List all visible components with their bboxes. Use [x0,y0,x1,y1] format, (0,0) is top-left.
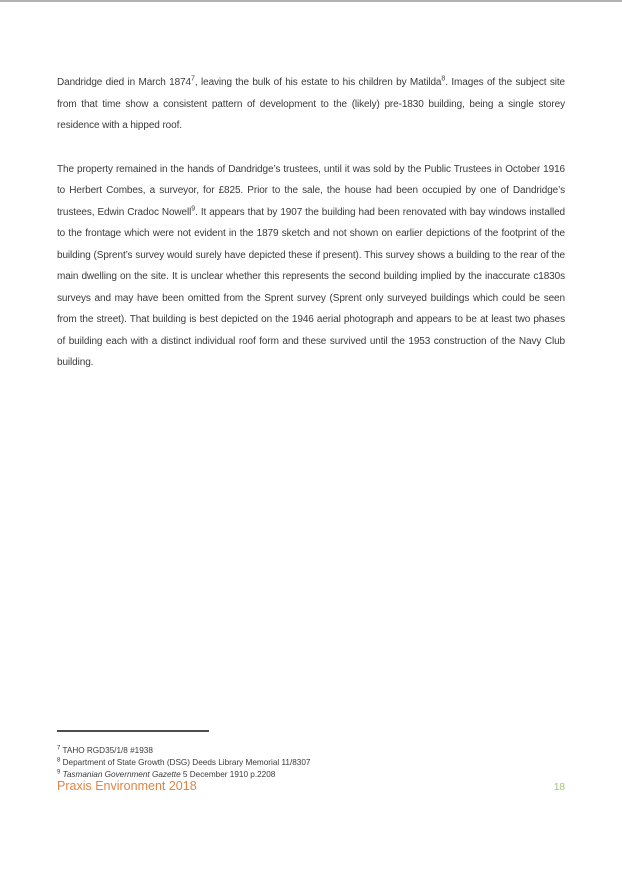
paragraph-text: . It appears that by 1907 the building had been renovated with bay windows installed to the frontage which were not evident in the 1879 sketch and not shown on earlier depictions of the footprint of the building (Sprent’s survey would surely have depicted these if present). This survey shows a building to the rear of the main dwelling on the site. It is unclear whether this represents the second building implied by the inaccurate c1830s surveys and may have been omitted from the Sprent survey (Sprent only surveyed buildings which could be seen from the street). That building is best depicted on the 1946 aerial photograph and appears to be at least two phases of building each with a distinct individual roof form and these survived until the 1953 construction of the Navy Club building. [57,206,565,368]
footnote-text: 5 December 1910 p.2208 [180,769,276,779]
footnote-separator [57,730,209,732]
footnote-marker: 9 [57,768,61,775]
page-number: 18 [553,782,565,793]
footnote-reference-8: 8 [441,75,446,83]
paragraph-text: , leaving the bulk of his estate to his children by Matilda [194,77,442,88]
footnote-8 [57,757,565,769]
footnote-marker: 7 [57,744,61,751]
footnote-text: Department of State Growth (DSG) Deeds Library Memorial 11/8307 [60,757,311,767]
footnote-7 [57,745,565,757]
footnote-source-title: Tasmanian Government Gazette [60,769,181,779]
footer-brand: Praxis Environment 2018 [57,779,197,793]
body-paragraph-1 [57,72,565,137]
footnote-reference-7: 7 [191,75,195,83]
footnote-reference-9: 9 [191,205,196,213]
document-body [57,72,565,374]
footnote-section [57,730,565,781]
footnote-marker: 8 [57,756,61,763]
footnote-text: TAHO RGD35/1/8 #1938 [60,745,153,755]
paragraph-text: . Images of the subject site from that time show a consistent pattern of development to the (likely) pre-1830 building, being a single storey residence with a hipped roof. [57,77,565,131]
body-paragraph-2 [57,159,565,374]
paragraph-text: The property remained in the hands of Dandridge’s trustees, until it was sold by the Public Trustees in October 1916 to Herbert Combes, a surveyor, for £825. Prior to the sale, the house had been occupied by one of Dandridge’s trustees, Edwin Cradoc Nowell [57,163,565,218]
paragraph-text: Dandridge died in March 1874 [57,77,192,88]
page-footer [57,779,565,793]
